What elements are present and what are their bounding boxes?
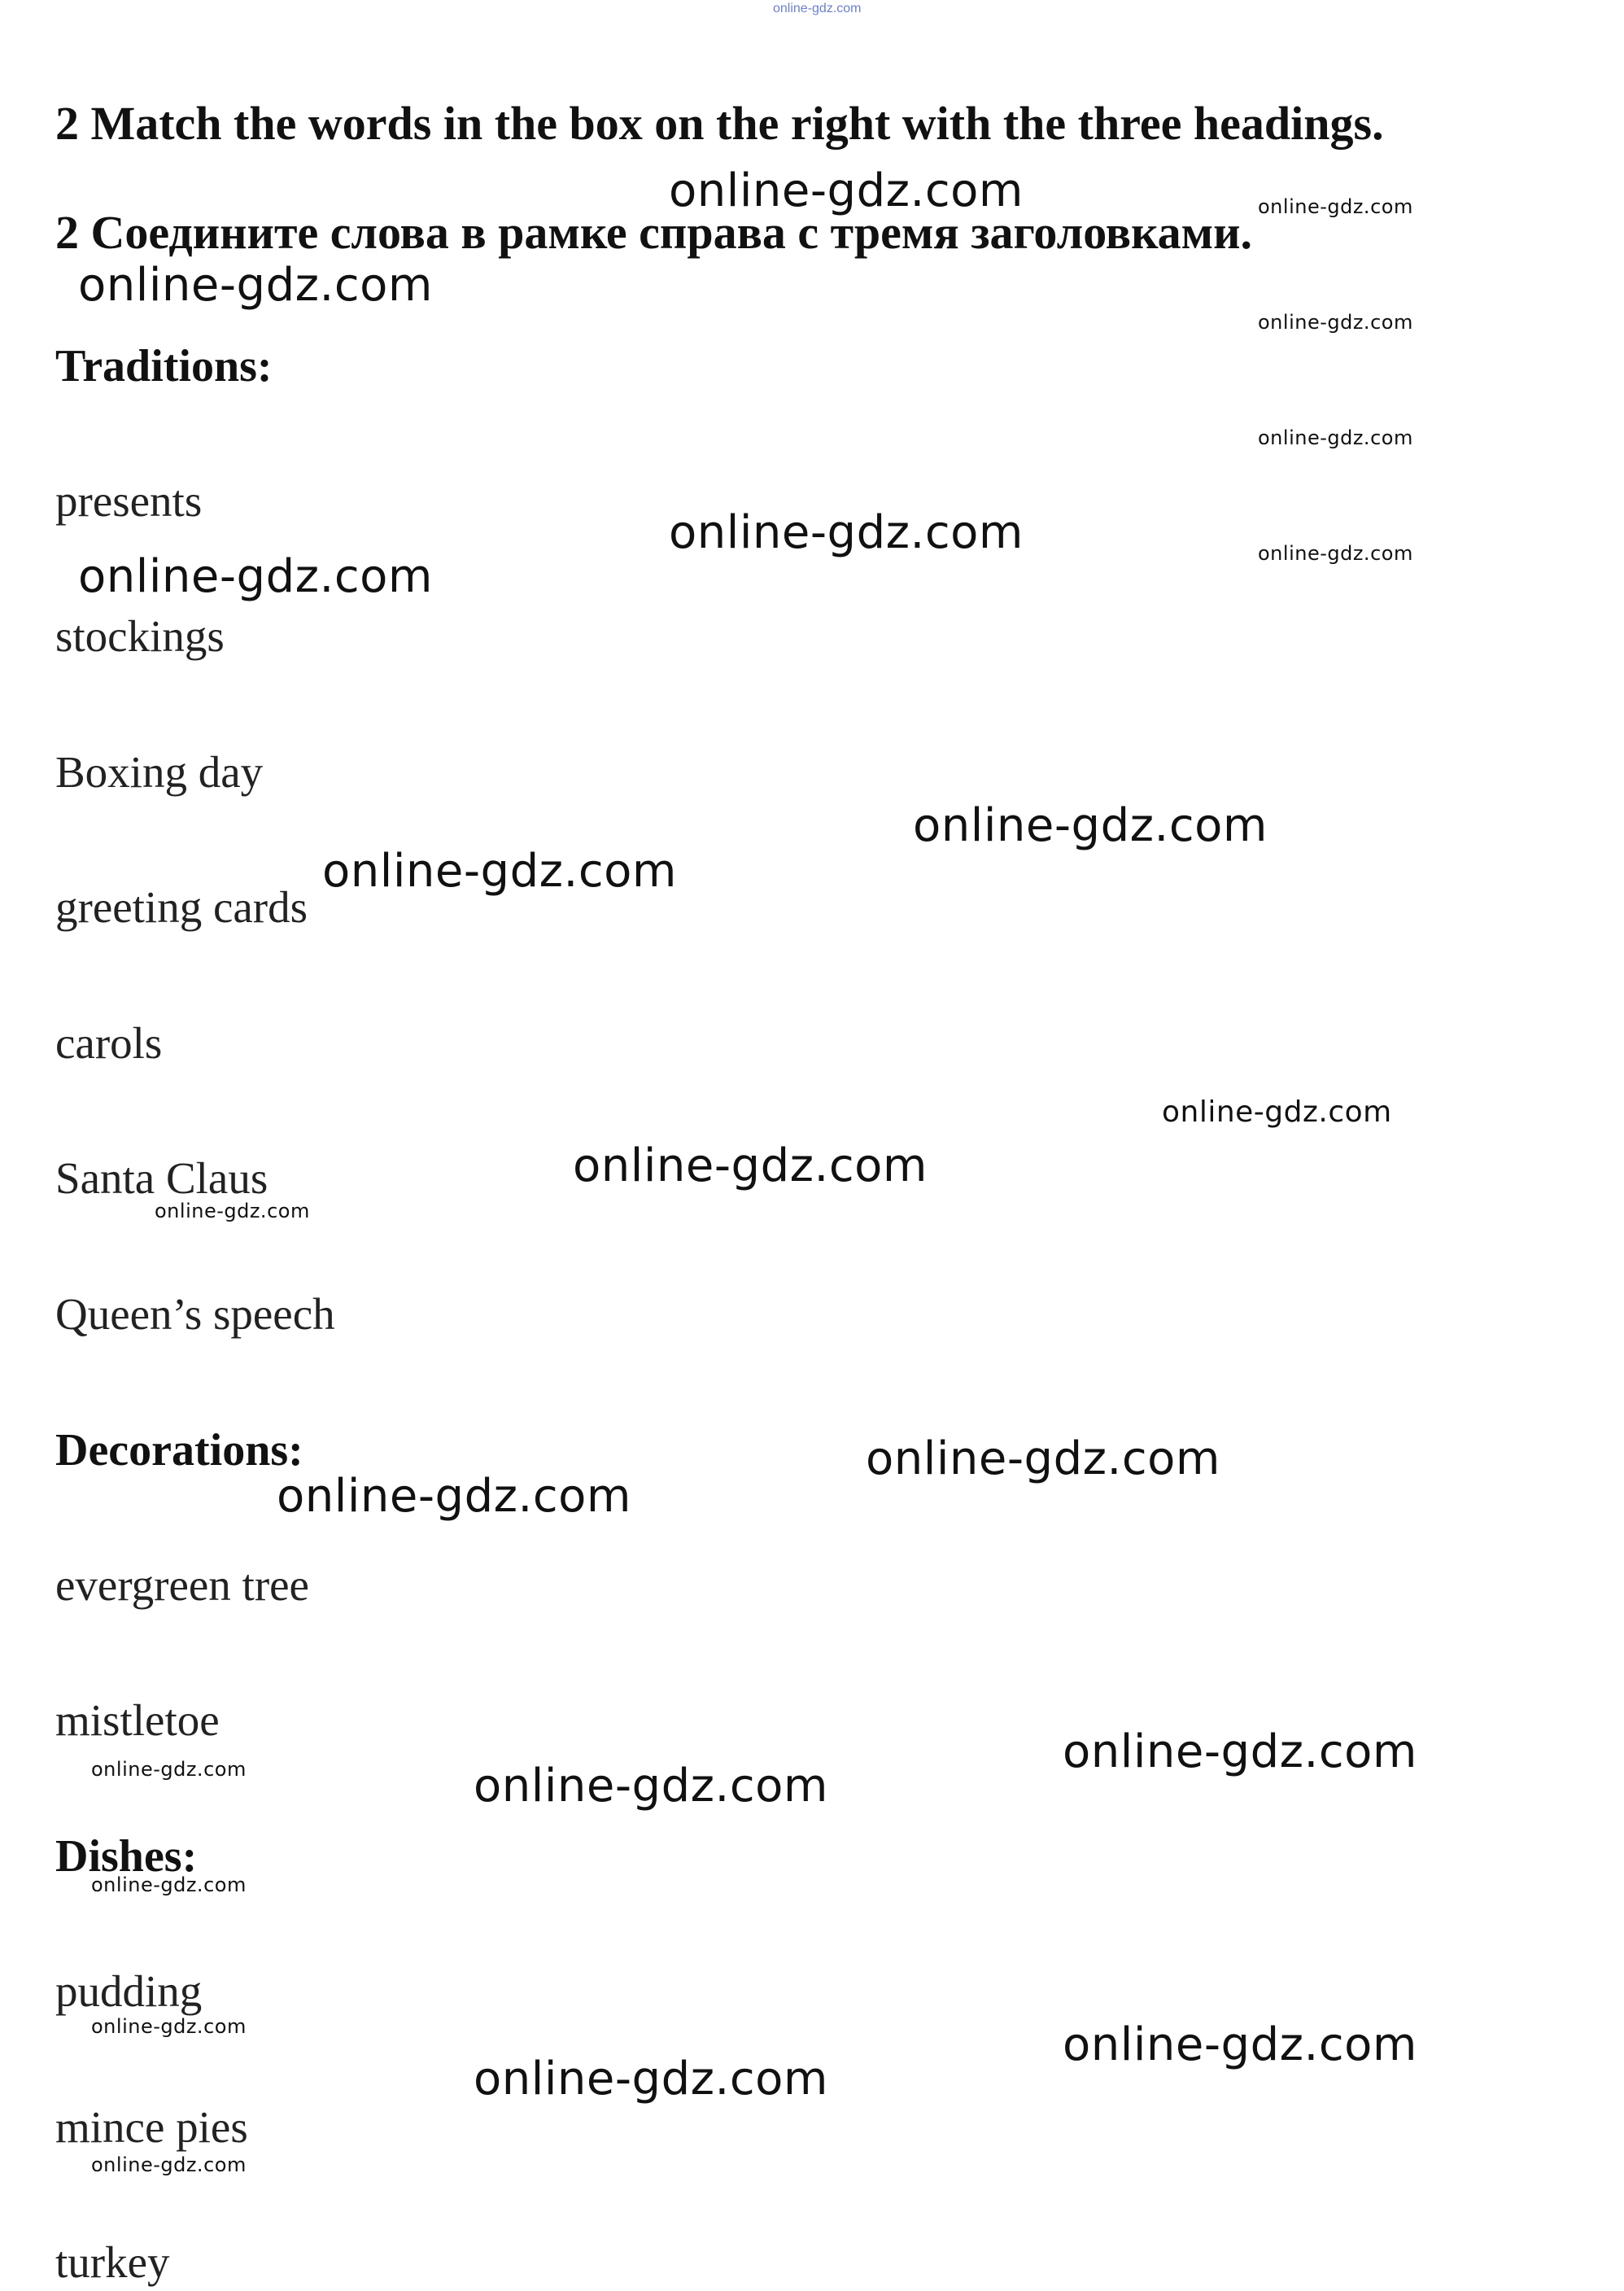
watermark: online-gdz.com xyxy=(474,2053,828,2105)
list-item: greeting cards xyxy=(55,882,308,932)
list-item: presents xyxy=(55,476,203,526)
watermark: online-gdz.com xyxy=(1162,1095,1392,1129)
dishes-heading: Dishes: xyxy=(55,1831,198,1882)
list-item: pudding xyxy=(55,1966,203,2016)
watermark: online-gdz.com xyxy=(669,164,1024,217)
watermark: online-gdz.com xyxy=(573,1139,928,1192)
list-item: turkey xyxy=(55,2237,170,2287)
list-item: mince pies xyxy=(55,2102,248,2152)
watermark: online-gdz.com xyxy=(91,2015,247,2038)
list-item: evergreen tree xyxy=(55,1560,309,1610)
watermark: online-gdz.com xyxy=(91,2153,247,2176)
watermark: online-gdz.com xyxy=(1063,2018,1417,2071)
watermark: online-gdz.com xyxy=(913,799,1268,852)
task-title-en: 2 Match the words in the box on the right with the three headings. xyxy=(55,97,1384,150)
watermark: online-gdz.com xyxy=(1258,426,1413,449)
traditions-heading: Traditions: xyxy=(55,341,273,391)
list-item: carols xyxy=(55,1018,163,1068)
watermark: online-gdz.com xyxy=(322,845,677,898)
watermark: online-gdz.com xyxy=(78,550,433,603)
list-item: Queen’s speech xyxy=(55,1289,335,1339)
watermark: online-gdz.com xyxy=(91,1758,247,1781)
watermark: online-gdz.com xyxy=(155,1200,310,1222)
watermark: online-gdz.com xyxy=(866,1432,1220,1485)
watermark: online-gdz.com xyxy=(1258,311,1413,334)
watermark: online-gdz.com xyxy=(1258,195,1413,218)
list-item: mistletoe xyxy=(55,1695,220,1745)
list-item: stockings xyxy=(55,611,225,661)
watermark: online-gdz.com xyxy=(78,259,433,312)
watermark: online-gdz.com xyxy=(474,1760,828,1812)
watermark: online-gdz.com xyxy=(1258,542,1413,565)
list-item: Boxing day xyxy=(55,747,264,797)
decorations-heading: Decorations: xyxy=(55,1425,303,1476)
watermark: online-gdz.com xyxy=(669,506,1024,559)
watermark: online-gdz.com xyxy=(91,1873,247,1896)
list-item: Santa Claus xyxy=(55,1153,268,1203)
task-title-ru: 2 Соедините слова в рамке справа с тремя заголовками. xyxy=(55,206,1253,259)
page-header-watermark: online-gdz.com xyxy=(773,2,862,15)
watermark: online-gdz.com xyxy=(1063,1725,1417,1778)
watermark: online-gdz.com xyxy=(277,1470,631,1523)
